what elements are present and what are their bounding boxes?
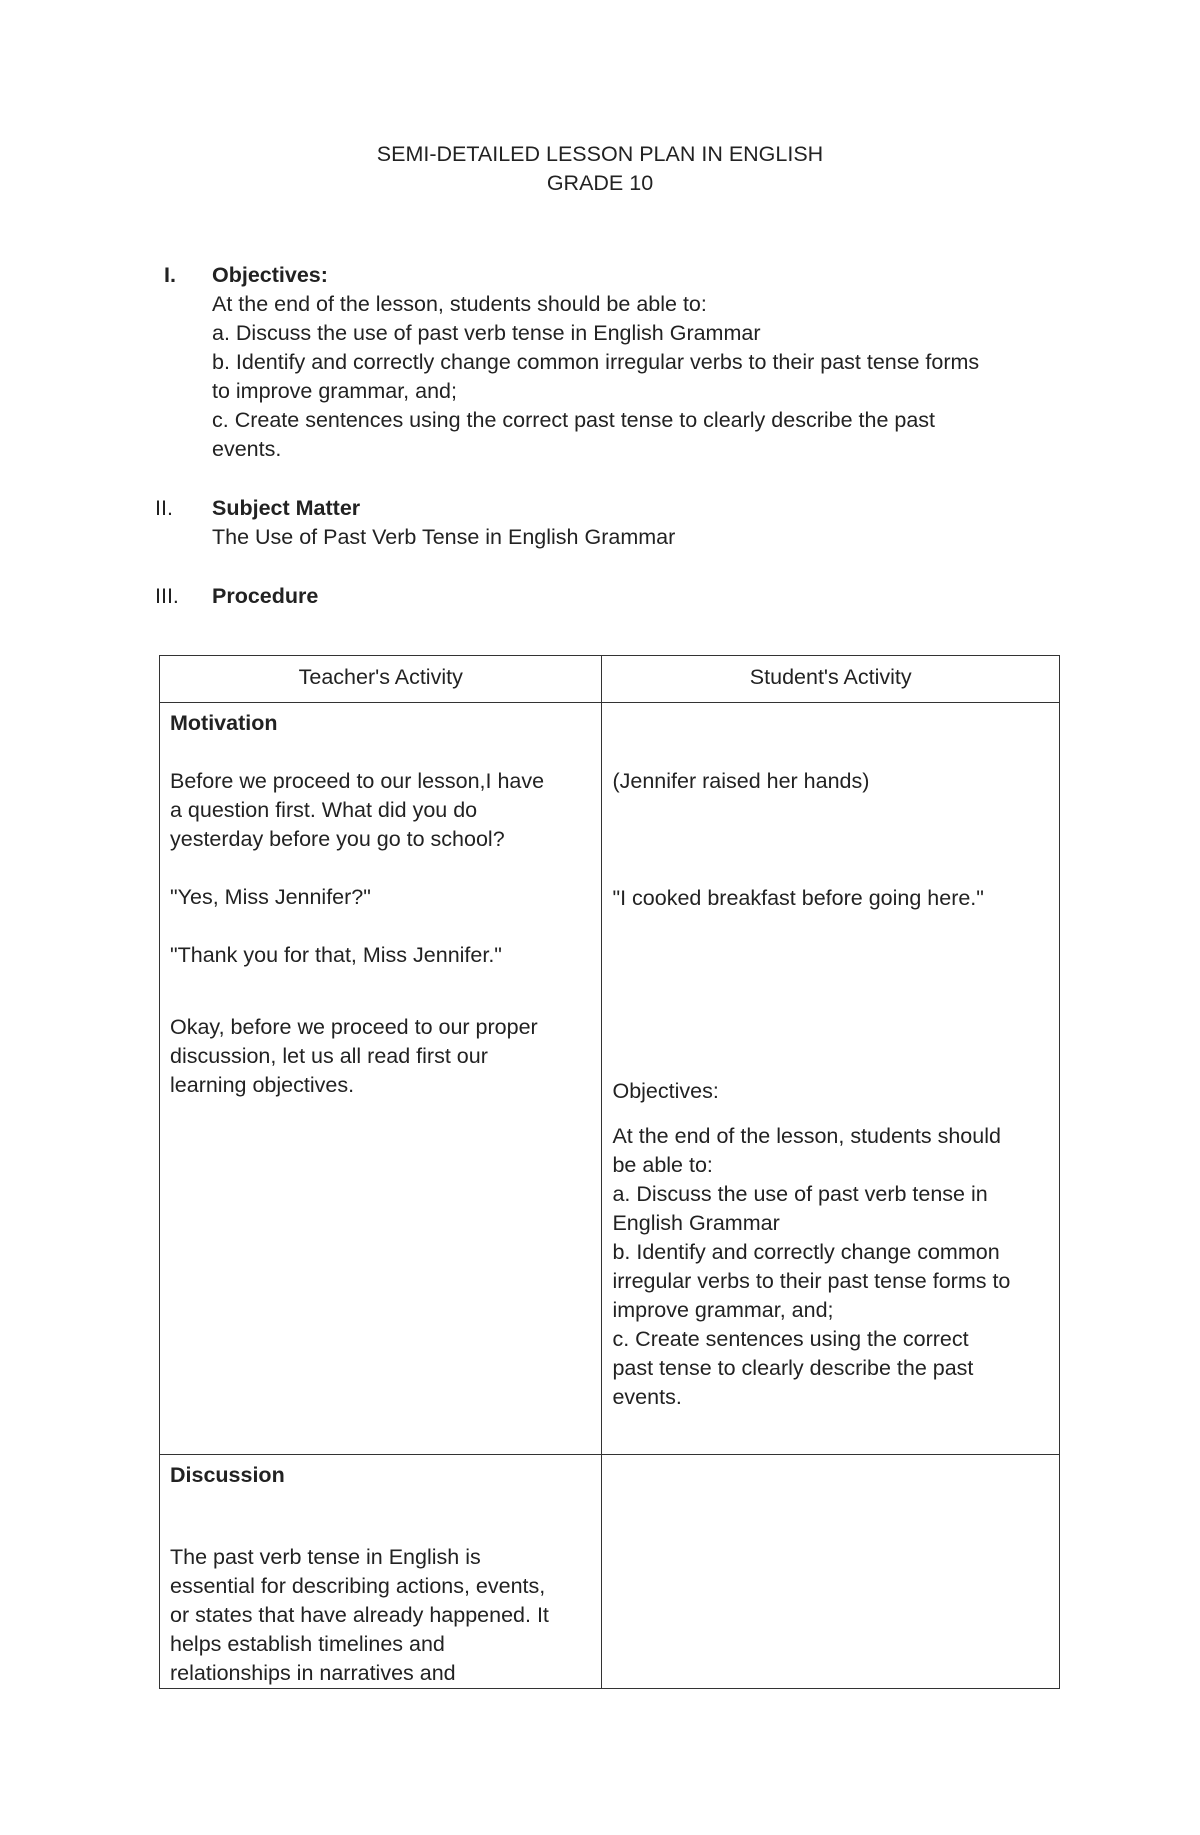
discussion-line: or states that have already happened. It [170,1603,549,1627]
objectives-numeral: I. [164,263,176,287]
discussion-row [160,1455,1060,1689]
student-objectives-line: a. Discuss the use of past verb tense in [612,1182,988,1206]
title-line-2: GRADE 10 [546,171,654,195]
objectives-line: b. Identify and correctly change common irregular verbs to their past tense forms [212,350,980,374]
teacher-yes-line: "Yes, Miss Jennifer?" [170,885,371,909]
student-answer-line: "I cooked breakfast before going here." [612,886,984,910]
student-objectives-line: past tense to clearly describe the past [612,1356,974,1380]
subject-matter-text: The Use of Past Verb Tense in English Grammar [212,525,676,549]
teacher-question-line: yesterday before you go to school? [170,827,505,851]
objectives-section [155,261,1055,464]
motivation-row [160,703,1060,1455]
student-objectives-line: English Grammar [612,1211,780,1235]
procedure-heading: Procedure [212,584,319,608]
subject-matter-section [155,494,1055,552]
discussion-heading: Discussion [170,1463,285,1487]
objectives-line: to improve grammar, and; [212,379,457,403]
student-activity-header: Student's Activity [602,656,1060,703]
objectives-heading: Objectives: [212,263,328,287]
teacher-question-line: a question first. What did you do [170,798,478,822]
discussion-student-cell [602,1455,1060,1689]
discussion-teacher-cell [160,1455,602,1689]
motivation-student-cell [602,703,1060,1455]
objectives-line: events. [212,437,282,461]
procedure-section [155,582,1055,611]
student-objectives-line: improve grammar, and; [612,1298,834,1322]
teacher-thanks-line: "Thank you for that, Miss Jennifer." [170,943,502,967]
procedure-numeral: III. [155,584,179,608]
subject-matter-heading: Subject Matter [212,496,361,520]
teacher-objectives-line: discussion, let us all read first our [170,1044,488,1068]
discussion-line: helps establish timelines and [170,1632,445,1656]
title-line-1: SEMI-DETAILED LESSON PLAN IN ENGLISH [376,142,824,166]
procedure-table [159,655,1060,1689]
discussion-line: The past verb tense in English is [170,1545,481,1569]
student-objectives-line: c. Create sentences using the correct [612,1327,969,1351]
teacher-activity-header: Teacher's Activity [160,656,602,703]
objectives-line: At the end of the lesson, students should be able to: [212,292,707,316]
table-header-row [160,656,1060,703]
motivation-teacher-cell [160,703,602,1455]
student-objectives-line: irregular verbs to their past tense forms to [612,1269,1011,1293]
teacher-question-line: Before we proceed to our lesson,I have [170,769,545,793]
discussion-line: essential for describing actions, events, [170,1574,546,1598]
subject-matter-numeral: II. [155,496,173,520]
student-objectives-line: be able to: [612,1153,713,1177]
motivation-heading: Motivation [170,711,278,735]
objectives-line: a. Discuss the use of past verb tense in English Grammar [212,321,761,345]
student-objectives-heading: Objectives: [612,1079,719,1103]
student-objectives-line: events. [612,1385,682,1409]
student-objectives-line: At the end of the lesson, students should [612,1124,1001,1148]
document-title [0,140,1200,198]
teacher-objectives-line: Okay, before we proceed to our proper [170,1015,538,1039]
discussion-line: relationships in narratives and [170,1661,456,1685]
student-raise-line: (Jennifer raised her hands) [612,769,870,793]
student-objectives-line: b. Identify and correctly change common [612,1240,1000,1264]
objectives-line: c. Create sentences using the correct past tense to clearly describe the past [212,408,936,432]
teacher-objectives-line: learning objectives. [170,1073,355,1097]
